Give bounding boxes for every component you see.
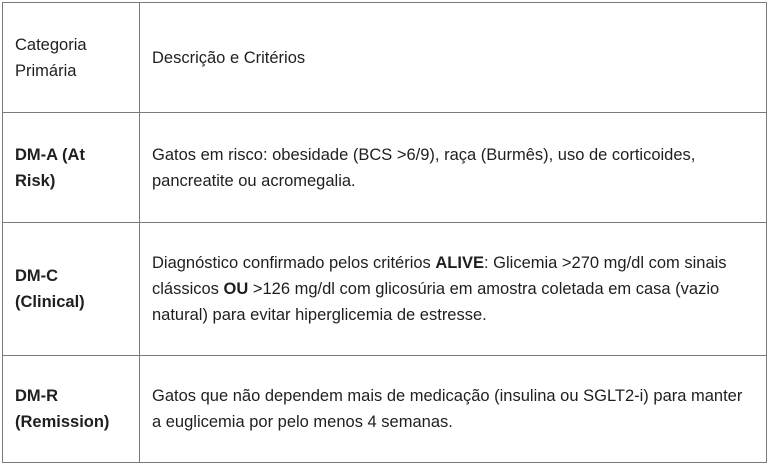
table-row bbox=[3, 113, 767, 223]
description-cell: Gatos que não dependem mais de medicação (insulina ou SGLT2-i) para manter a euglicemia por pelo menos 4 semanas. bbox=[140, 356, 767, 463]
category-cell: DM-R (Remission) bbox=[3, 356, 140, 463]
description-text: >126 mg/dl com glicosúria em amostra coletada em casa (vazio natural) para evitar hiperglicemia de estresse. bbox=[152, 280, 720, 324]
table-row bbox=[3, 223, 767, 356]
table-header-row bbox=[3, 3, 767, 113]
header-category: Categoria Primária bbox=[3, 3, 140, 113]
description-cell: Gatos em risco: obesidade (BCS >6/9), raça (Burmês), uso de corticoides, pancreatite ou acromegalia. bbox=[140, 113, 767, 223]
table-row bbox=[3, 356, 767, 463]
category-cell: DM-C (Clinical) bbox=[3, 223, 140, 356]
criteria-table bbox=[2, 2, 767, 463]
header-description: Descrição e Critérios bbox=[140, 3, 767, 113]
criteria-name: ALIVE bbox=[435, 254, 484, 272]
description-text: Diagnóstico confirmado pelos critérios bbox=[152, 254, 436, 272]
description-text: : Glicemia >270 mg/dl com sinais clássicos bbox=[152, 254, 727, 298]
description-cell bbox=[140, 223, 767, 356]
or-keyword: OU bbox=[223, 280, 249, 298]
category-cell: DM-A (At Risk) bbox=[3, 113, 140, 223]
